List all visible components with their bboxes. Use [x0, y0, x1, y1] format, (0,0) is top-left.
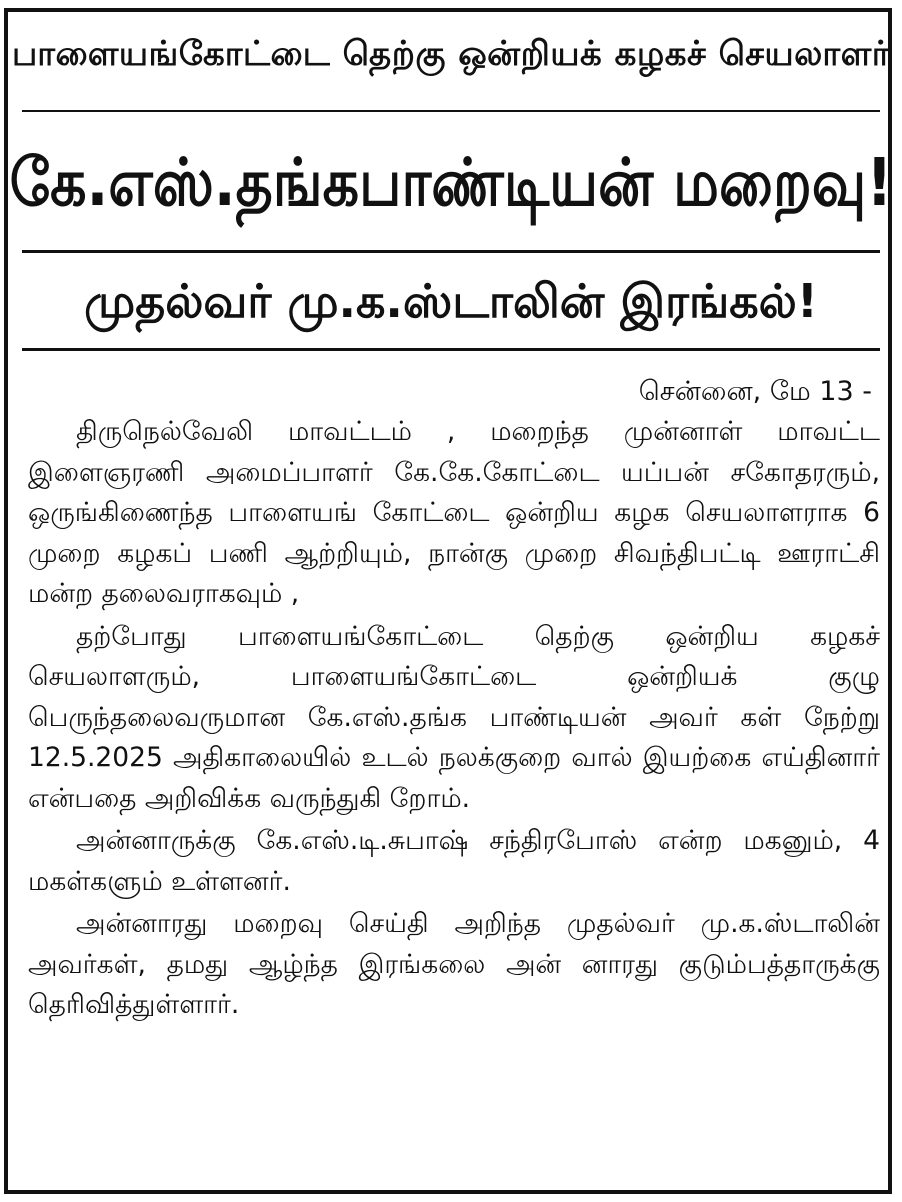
body-paragraph-2: தற்போது பாளையங்கோட்டை தெற்கு ஒன்றிய கழகச் செயலாளரும், பாளையங்கோட்டை ஒன்றியக் குழு பெருந்தலைவருமான கே.எஸ்.தங்க பாண்டியன் அவர் கள் நேற்று 12.5.2025 அதிகாலையில் உடல் நலக்குறை வால் இயற்கை எய்தினார் என்பதை அறிவிக்க வருந்துகி றோம்.: [28, 620, 880, 814]
body-paragraph-1: திருநெல்வேலி மாவட்டம் , மறைந்த முன்னாள் மாவட்ட இளைஞரணி அமைப்பாளர் கே.கே.கோட்டை யப்பன் சகோதரரும், ஒருங்கிணைந்த பாளையங் கோட்டை ஒன்றிய கழக செயலாளராக 6 முறை கழகப் பணி ஆற்றியும், நான்கு முறை சிவந்திபட்டி ஊராட்சி மன்ற தலைவராகவும் ,: [28, 416, 880, 609]
divider-bottom: [22, 348, 880, 351]
divider-top: [22, 110, 880, 112]
article-body: [28, 412, 880, 1026]
subheadline: முதல்வர் மு.க.ஸ்டாலின் இரங்கல்!: [84, 274, 818, 328]
headline: கே.எஸ்.தங்கபாண்டியன் மறைவு!: [9, 145, 893, 222]
divider-middle: [22, 250, 880, 253]
body-paragraph-3: அன்னாருக்கு கே.எஸ்.டி.சுபாஷ் சந்திரபோஸ் என்ற மகனும், 4 மகள்களும் உள்ளனர்.: [28, 825, 880, 897]
dateline: சென்னை, மே 13 -: [638, 376, 872, 407]
body-paragraph-4: அன்னாரது மறைவு செய்தி அறிந்த முதல்வர் மு.க.ஸ்டாலின் அவர்கள், தமது ஆழ்ந்த இரங்கலை அன் னாரது குடும்பத்தாருக்கு தெரிவித்துள்ளார்.: [28, 908, 880, 1020]
kicker-line: பாளையங்கோட்டை தெற்கு ஒன்றியக் கழகச் செயலாளர்: [11, 34, 891, 74]
